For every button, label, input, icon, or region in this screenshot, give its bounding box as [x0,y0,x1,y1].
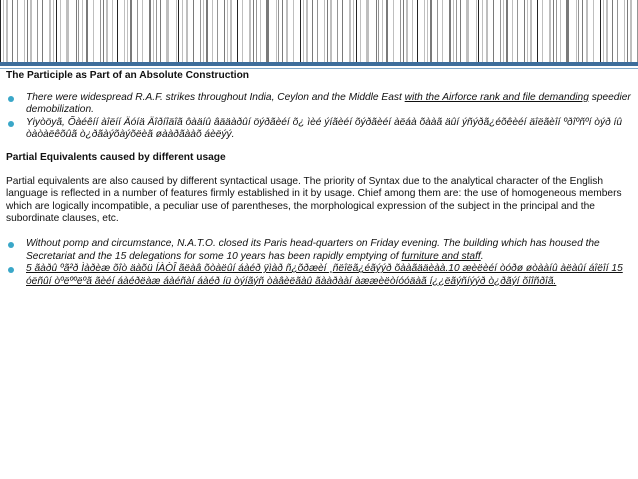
bullet-icon [8,242,14,248]
bullet-text: There were widespread R.A.F. strikes throughout India, Ceylon and the Middle East [26,91,405,103]
decoration-stripe [506,0,508,62]
decoration-stripe [124,0,125,62]
decoration-stripe [53,0,54,62]
decoration-stripe [376,0,377,62]
decoration-stripe [327,0,328,62]
decoration-stripe [449,0,451,62]
decoration-stripe [217,0,218,62]
decoration-stripe [303,0,304,62]
decoration-stripe [393,0,394,62]
decoration-stripe [206,0,208,62]
bullet-nato [6,238,632,263]
decoration-stripe [603,0,604,62]
decoration-stripe [349,0,351,62]
decoration-stripe [542,0,543,62]
decoration-stripe [93,0,94,62]
decoration-stripe [553,0,554,62]
decoration-stripe [366,0,369,62]
decoration-stripe [527,0,528,62]
decoration-stripe [66,0,69,62]
decoration-stripe [186,0,188,62]
decoration-stripe [86,0,88,62]
title-divider [0,62,638,66]
decoration-stripe [182,0,183,62]
bullet-translation-2 [6,263,632,288]
decoration-stripe [0,0,1,62]
decoration-stripe [424,0,425,62]
decoration-stripe [330,0,332,62]
decoration-stripe [286,0,288,62]
bullet-underlined-phrase: furniture and staff [401,250,481,262]
decoration-stripe [82,0,83,62]
section-heading-partial-equivalents: Partial Equivalents caused by different usage [6,151,226,163]
decoration-stripe [456,0,457,62]
bullet-translation-1 [6,117,632,142]
decoration-stripe [627,0,628,62]
decoration-stripe [517,0,518,62]
decoration-stripe [600,0,601,62]
decoration-stripe [493,0,494,62]
bullet-underlined-phrase: with the Airforce rank and file demanding [404,91,589,103]
decoration-stripe [176,0,177,62]
slide-body [6,70,632,288]
decoration-stripe [200,0,201,62]
decoration-stripe [593,0,594,62]
decoration-stripe [100,0,101,62]
decoration-stripe [586,0,588,62]
decoration-stripe [227,0,228,62]
decoration-stripe [117,0,118,62]
decoration-stripe [324,0,325,62]
explanation-paragraph: Partial equivalents are also caused by different syntactical usage. The priority of Syntax due to the analytical character of the English language is reflected in a number of features firmly established in it by usage. Chief among them are: the use of homogeneous members which are logically incompatible, a peculiar use of parentheses, the morphological expression of the subject in the principal and the subordinate clauses, etc. [6,175,622,225]
decoration-stripe [476,0,477,62]
decoration-stripe [486,0,488,62]
decoration-stripe [212,0,213,62]
decoration-stripe [478,0,479,62]
decoration-stripe [282,0,283,62]
decoration-stripe [353,0,354,62]
decoration-stripe [403,0,404,62]
decoration-stripe [76,0,77,62]
decoration-stripe [612,0,613,62]
decoration-stripe [37,0,38,62]
decoration-stripe [386,0,388,62]
decoration-stripe [60,0,61,62]
decoration-stripe [417,0,418,62]
bullet-text-end: . [480,250,484,262]
decoration-stripe [130,0,132,62]
decoration-stripe [317,0,318,62]
decoration-stripe [293,0,294,62]
decoration-stripe [578,0,579,62]
decoration-stripe [160,0,161,62]
decoration-stripe [530,0,532,62]
decoration-stripe [582,0,583,62]
decoration-stripe [12,0,13,62]
decoration-stripe [256,0,257,62]
decoration-stripe [30,0,32,62]
decoration-stripe [106,0,108,62]
decoration-stripe [503,0,504,62]
decoration-stripe [624,0,625,62]
decoration-stripe [56,0,57,62]
decoration-stripe [342,0,343,62]
decoration-stripe [306,0,308,62]
bullet-raf-strikes [6,92,632,117]
decoration-stripe [430,0,432,62]
decoration-stripe [556,0,557,62]
decoration-stripe [193,0,194,62]
decoration-stripe [203,0,204,62]
decoration-stripe [278,0,279,62]
decoration-stripe [437,0,438,62]
decoration-stripe [49,0,51,62]
bullet-icon [8,267,14,273]
decoration-stripe [224,0,225,62]
decoration-stripe [6,0,8,62]
decoration-stripe [337,0,338,62]
decoration-stripe [482,0,483,62]
decoration-stripe [442,0,443,62]
decoration-stripe [156,0,157,62]
decoration-stripe [27,0,28,62]
decoration-stripe [3,0,4,62]
decoration-stripe [112,0,113,62]
decoration-stripe [260,0,261,62]
decoration-stripe [230,0,232,62]
decoration-stripe [617,0,618,62]
bullet-text: 5 ãàðû ºã²ð Ìàðèæ õîò äàõü ÍÀÒÎ ãëàâ õòàëûí áàéð ÿìàð ñ¿õðæèí ¸ñëîëã¿éãýýð õààãääèàà.10 æèëèéí òóðø øòààíû àëàûí áîëîí 15 óëñûí òºëººëºã ãèéí áàéðëàæ áàéñàí áàéð íü òýíãýñ òàâèëãàû ãààðààí àææèëòíóóäàã í¿¿ëãýñíýýð ò¿ðãýí õîîñðîã. [26,263,623,287]
title-divider-thin [0,68,638,69]
decoration-stripe [166,0,169,62]
decoration-stripe [400,0,401,62]
decoration-stripe [378,0,379,62]
bullet-icon [8,121,14,127]
decoration-stripe [537,0,538,62]
decoration-stripe [142,0,143,62]
bullet-text: Yiyòöyã, Õàéêíí àîëíí Äóíä Äîðíîäîã ôàäíû âääàðûí öýðãèéí õ¿ ìèé ýíãèéí õýðãèéí àëáà õààã äûí ýñýðã¿éõêèéí äîëãèîí ºðîºñºí òýð íû òàòàëêõûã ò¿ðãàýõàýõëèã øààðãààõ áèëýý. [26,116,623,141]
section-heading-absolute-construction: The Participle as Part of an Absolute Construction [6,70,250,81]
decoration-stripe [42,0,43,62]
decoration-stripe [412,0,413,62]
decoration-stripe [606,0,608,62]
decoration-stripe [178,0,179,62]
decoration-stripe [266,0,269,62]
bullet-icon [8,96,14,102]
decoration-stripe [24,0,25,62]
decoration-stripe [237,0,238,62]
title-decoration-band [0,0,638,62]
decoration-stripe [512,0,513,62]
decoration-stripe [466,0,469,62]
decoration-stripe [427,0,428,62]
decoration-stripe [17,0,18,62]
decoration-stripe [249,0,251,62]
decoration-stripe [242,0,243,62]
decoration-stripe [78,0,79,62]
decoration-stripe [500,0,501,62]
decoration-stripe [356,0,357,62]
decoration-stripe [576,0,577,62]
decoration-stripe [566,0,569,62]
decoration-stripe [276,0,277,62]
decoration-stripe [382,0,383,62]
decoration-stripe [630,0,632,62]
decoration-stripe [549,0,551,62]
decoration-stripe [253,0,254,62]
bullet-text-end: speedier demobilization. [26,91,631,116]
decoration-stripe [137,0,138,62]
decoration-stripe [127,0,128,62]
decoration-stripe [453,0,454,62]
decoration-stripe [406,0,408,62]
decoration-stripe [560,0,561,62]
decoration-stripe [524,0,525,62]
bullet-text: Without pomp and circumstance, N.A.T.O. closed its Paris head-quarters on Friday evening. The building which has housed the Secretariat and the 15 delegations for some 10 years has been rapidly emptying of [26,237,600,262]
decoration-stripe [149,0,151,62]
decoration-stripe [360,0,361,62]
decoration-stripe [300,0,301,62]
decoration-stripe [103,0,104,62]
decoration-stripe [460,0,461,62]
decoration-stripe [153,0,154,62]
decoration-stripe [312,0,313,62]
